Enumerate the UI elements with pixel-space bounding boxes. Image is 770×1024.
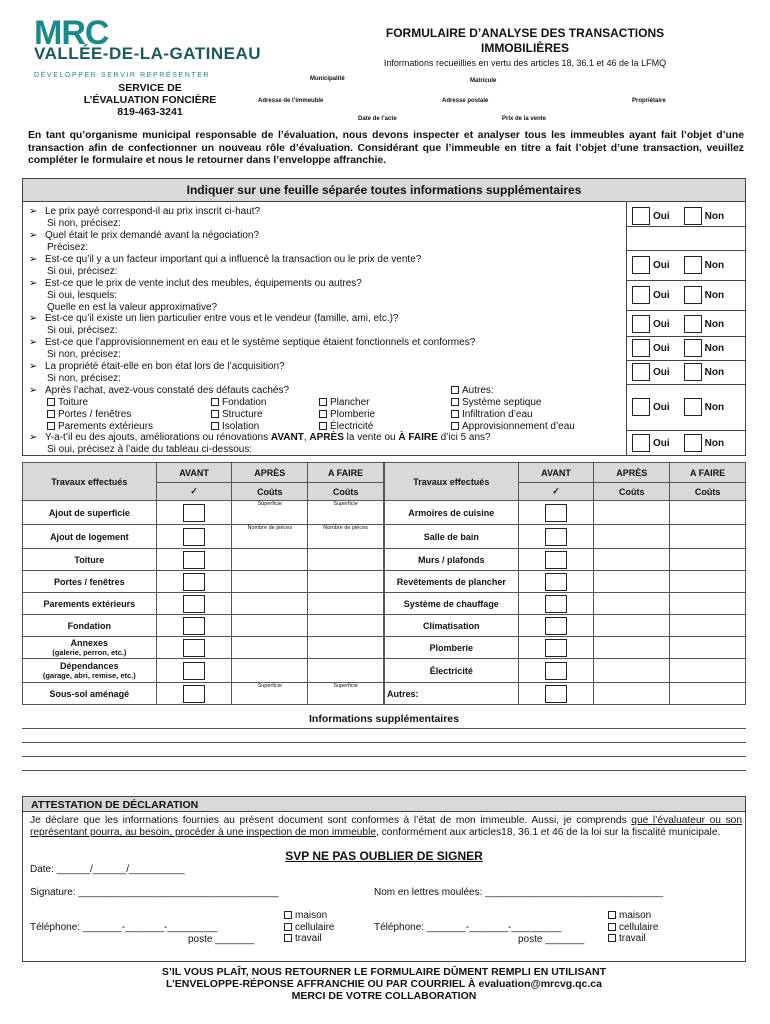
field-adresse-postale[interactable]: Adresse postale [442, 98, 489, 104]
row-label: Fondation [23, 615, 157, 637]
date-field[interactable]: Date: ______/______/__________ [30, 864, 185, 875]
answer-q7[interactable]: Oui Non [632, 363, 738, 381]
row-label: Plomberie [385, 637, 519, 659]
row-label: Climatisation [385, 615, 519, 637]
question-9: ➢ Y-a-t’il eu des ajouts, améliorations ou rénovations AVANT, APRÈS la vente ou À FAIRE d’ici 5 ans? Si oui, précisez à l’aide du tableau ci-dessous: [29, 432, 641, 456]
non-checkbox[interactable] [684, 286, 702, 304]
question-8 [29, 385, 641, 397]
avant-cell[interactable] [518, 571, 594, 593]
attestation-title: ATTESTATION DE DÉCLARATION [22, 796, 746, 812]
checkbox-icon[interactable] [47, 422, 55, 430]
checkbox-icon[interactable] [183, 639, 205, 657]
row-label: Annexes (galerie, perron, etc.) [23, 637, 157, 659]
defect-portes[interactable]: Portes / fenêtres [47, 409, 131, 420]
col-apres: APRÈS [232, 463, 308, 483]
logo-mrc: MRC [34, 14, 109, 52]
q2-text: Quel était le prix demandé avant la négociation? [45, 230, 260, 241]
extra-info-label: Informations supplémentaires [309, 713, 459, 725]
afaire-cell[interactable] [670, 637, 746, 659]
col-afaire: A FAIRE [308, 463, 384, 483]
couts-label: Coûts [670, 483, 746, 501]
avant-cell[interactable] [518, 683, 594, 705]
checkbox-icon[interactable] [284, 923, 292, 931]
q1-detail: Si non, précisez: [47, 217, 121, 229]
checkbox-icon[interactable] [211, 422, 219, 430]
checkbox-icon[interactable] [319, 398, 327, 406]
form-title-line1: FORMULAIRE D’ANALYSE DES TRANSACTIONS [385, 26, 665, 40]
question-2 [29, 230, 259, 254]
field-adresse-immeuble[interactable]: Adresse de l’immeuble [258, 98, 324, 104]
checkbox-icon[interactable] [451, 410, 459, 418]
apres-cell[interactable] [594, 593, 670, 615]
avant-cell[interactable] [518, 525, 594, 549]
phone-field-left[interactable]: Téléphone: _______-_______-_________ [30, 922, 218, 933]
q6-text: Est-ce que l’approvisionnement en eau et le système septique étaient fonctionnels et conformes? [45, 337, 476, 348]
checkbox-icon[interactable] [451, 398, 459, 406]
arrow-icon: ➢ [29, 385, 38, 396]
col-afaire: A FAIRE [670, 463, 746, 483]
checkbox-icon[interactable] [451, 386, 459, 394]
sign-reminder: SVP NE PAS OUBLIER DE SIGNER [285, 849, 483, 863]
row-label: Dépendances (garage, abri, remise, etc.) [23, 659, 157, 683]
afaire-cell[interactable] [670, 501, 746, 525]
afaire-cell[interactable] [670, 659, 746, 683]
apres-cell[interactable] [594, 683, 670, 705]
afaire-cell[interactable] [308, 637, 384, 659]
avant-cell[interactable] [518, 615, 594, 637]
apres-cell[interactable] [232, 637, 308, 659]
defect-plancher[interactable]: Plancher [319, 397, 369, 408]
q3-detail: Si oui, précisez: [47, 265, 118, 277]
checkbox-icon[interactable] [545, 662, 567, 680]
defect-toiture[interactable]: Toiture [47, 397, 88, 408]
checkbox-icon[interactable] [211, 410, 219, 418]
field-date-acte[interactable]: Date de l’acte [358, 116, 397, 122]
defect-isolation[interactable]: Isolation [211, 421, 259, 432]
apres-cell[interactable] [594, 525, 670, 549]
question-7 [29, 361, 285, 385]
row-divider [626, 336, 746, 337]
col-travaux: Travaux effectués [23, 463, 157, 501]
arrow-icon: ➢ [29, 361, 38, 372]
defect-septique[interactable]: Système septique [451, 397, 542, 408]
check-mark: ✓ [156, 483, 232, 501]
arrow-icon: ➢ [29, 230, 38, 241]
checkbox-icon[interactable] [545, 617, 567, 635]
question-1 [29, 206, 260, 230]
checkbox-icon[interactable] [183, 595, 205, 613]
defect-electricite[interactable]: Électricité [319, 421, 373, 432]
avant-cell[interactable] [156, 525, 232, 549]
row-label: Sous-sol aménagé [23, 683, 157, 705]
row-divider [626, 430, 746, 431]
question-4 [29, 278, 362, 313]
checkbox-icon[interactable] [545, 528, 567, 546]
arrow-icon: ➢ [29, 278, 38, 289]
afaire-cell[interactable]: Superficie [308, 501, 384, 525]
write-line[interactable] [22, 728, 746, 729]
row-label: Autres: [385, 683, 519, 705]
row-label: Système de chauffage [385, 593, 519, 615]
avant-cell[interactable] [518, 593, 594, 615]
non-checkbox[interactable] [684, 207, 702, 225]
works-table-left [22, 462, 384, 705]
oui-checkbox[interactable] [632, 256, 650, 274]
write-line[interactable] [22, 770, 746, 771]
defect-autres[interactable]: Autres: [451, 385, 494, 396]
service-block [80, 82, 220, 118]
row-label: Portes / fenêtres [23, 571, 157, 593]
arrow-icon: ➢ [29, 337, 38, 348]
check-mark: ✓ [518, 483, 594, 501]
answer-q3[interactable]: Oui Non [632, 256, 738, 274]
non-checkbox[interactable] [684, 339, 702, 357]
checkbox-icon[interactable] [284, 911, 292, 919]
non-checkbox[interactable] [684, 315, 702, 333]
checkbox-icon[interactable] [451, 422, 459, 430]
works-table-right [384, 462, 746, 705]
apres-cell[interactable]: Superficie [232, 683, 308, 705]
q5-text: Est-ce qu’il existe un lien particulier entre vous et le vendeur (famille, ami, etc.)? [45, 313, 399, 324]
avant-cell[interactable] [156, 637, 232, 659]
write-line[interactable] [22, 742, 746, 743]
oui-checkbox[interactable] [632, 398, 650, 416]
checkbox-icon[interactable] [319, 422, 327, 430]
footer [22, 966, 746, 1002]
afaire-cell[interactable] [670, 571, 746, 593]
row-label: Armoires de cuisine [385, 501, 519, 525]
row-label: Parements extérieurs [23, 593, 157, 615]
col-apres: APRÈS [594, 463, 670, 483]
apres-cell[interactable] [232, 615, 308, 637]
couts-label: Coûts [232, 483, 308, 501]
answer-q4[interactable]: Oui Non [632, 286, 738, 304]
checkbox-icon[interactable] [545, 551, 567, 569]
checkbox-icon[interactable] [545, 573, 567, 591]
logo-tagline: DÉVELOPPER SERVIR REPRÉSENTER [34, 72, 211, 79]
answer-q1[interactable]: Oui Non [632, 207, 738, 225]
apres-cell[interactable] [232, 571, 308, 593]
footer-line2: L’ENVELOPPE-RÉPONSE AFFRANCHIE OU PAR COURRIEL À evaluation@mrcvg.qc.ca [166, 978, 602, 990]
apres-cell[interactable] [594, 615, 670, 637]
answer-q8[interactable]: Oui Non [632, 398, 738, 416]
service-line2: L’ÉVALUATION FONCIÈRE [83, 94, 217, 106]
checkbox-icon[interactable] [608, 934, 616, 942]
checkbox-icon[interactable] [183, 504, 205, 522]
defect-fondation[interactable]: Fondation [211, 397, 266, 408]
avant-cell[interactable] [156, 615, 232, 637]
checkbox-icon[interactable] [545, 685, 567, 703]
write-line[interactable] [22, 756, 746, 757]
q4-text: Est-ce que le prix de vente inclut des meubles, équipements ou autres? [45, 278, 362, 289]
defect-infiltration[interactable]: Infiltration d’eau [451, 409, 533, 420]
footer-line1: S’IL VOUS PLAÎT, NOUS RETOURNER LE FORMULAIRE DÛMENT REMPLI EN UTILISANT [161, 966, 607, 978]
checkbox-icon[interactable] [47, 410, 55, 418]
defect-parements[interactable]: Parements extérieurs [47, 421, 153, 432]
avant-cell[interactable] [156, 549, 232, 571]
poste-field-left[interactable]: poste _______ [188, 934, 255, 945]
oui-checkbox[interactable] [632, 339, 650, 357]
afaire-cell[interactable] [670, 525, 746, 549]
checkbox-icon[interactable] [545, 595, 567, 613]
checkbox-icon[interactable] [183, 551, 205, 569]
arrow-icon: ➢ [29, 432, 38, 443]
row-divider [626, 360, 746, 361]
oui-checkbox[interactable] [632, 363, 650, 381]
footer-line3: MERCI DE VOTRE COLLABORATION [291, 990, 477, 1002]
row-label: Toiture [23, 549, 157, 571]
form-title-line2: IMMOBILIÈRES [480, 41, 569, 55]
afaire-cell[interactable] [308, 659, 384, 683]
field-municipalite[interactable]: Municipalité [310, 76, 345, 82]
extra-info-lines[interactable] [22, 728, 746, 784]
q4-detail-2: Quelle en est la valeur approximative? [47, 301, 218, 313]
oui-checkbox[interactable] [632, 434, 650, 452]
phone-field-right[interactable]: Téléphone: _______-_______-_________ [374, 922, 562, 933]
answer-q6[interactable]: Oui Non [632, 339, 738, 357]
col-avant: AVANT [518, 463, 594, 483]
checkbox-icon[interactable] [183, 662, 205, 680]
apres-cell[interactable] [594, 571, 670, 593]
checkbox-icon[interactable] [545, 504, 567, 522]
form-subtitle: Informations recueillies en vertu des articles 18, 36.1 et 46 de la LFMQ [383, 58, 667, 68]
afaire-cell[interactable]: Superficie [308, 683, 384, 705]
apres-cell[interactable] [232, 549, 308, 571]
couts-label: Coûts [594, 483, 670, 501]
answer-q9[interactable]: Oui Non [632, 434, 738, 452]
apres-cell[interactable] [594, 501, 670, 525]
row-divider [626, 384, 746, 385]
row-divider [626, 250, 746, 251]
checkbox-icon[interactable] [183, 685, 205, 703]
q7-text: La propriété était-elle en bon état lors de l’acquisition? [45, 361, 285, 372]
q4-detail: Si oui, lesquels: [47, 289, 118, 301]
logo-name: VALLÉE-DE-LA-GATINEAU [34, 44, 262, 63]
arrow-icon: ➢ [29, 206, 38, 217]
avant-cell[interactable] [156, 571, 232, 593]
field-proprietaire[interactable]: Propriétaire [632, 98, 666, 104]
avant-cell[interactable] [518, 549, 594, 571]
phone-type-right[interactable]: maison cellulaire travail [608, 910, 658, 945]
phone-type-left[interactable]: maison cellulaire travail [284, 910, 334, 945]
q6-detail: Si non, précisez: [47, 348, 121, 360]
question-6 [29, 337, 475, 361]
q7-detail: Si non, précisez: [47, 372, 121, 384]
apres-cell[interactable] [232, 659, 308, 683]
answer-column-divider [626, 202, 627, 456]
poste-field-right[interactable]: poste _______ [518, 934, 585, 945]
checkbox-icon[interactable] [183, 528, 205, 546]
afaire-cell[interactable] [670, 615, 746, 637]
col-avant: AVANT [156, 463, 232, 483]
apres-cell[interactable] [594, 659, 670, 683]
defect-plomberie[interactable]: Plomberie [319, 409, 375, 420]
q9-detail: Si oui, précisez à l’aide du tableau ci-dessous: [47, 443, 253, 455]
apres-cell[interactable]: Superficie [232, 501, 308, 525]
afaire-cell[interactable] [670, 593, 746, 615]
q1-text: Le prix payé correspond-il au prix inscrit ci-haut? [45, 206, 261, 217]
checkbox-icon[interactable] [545, 639, 567, 657]
apres-cell[interactable] [594, 549, 670, 571]
row-label: Salle de bain [385, 525, 519, 549]
answer-q5[interactable]: Oui Non [632, 315, 738, 333]
checkbox-icon[interactable] [47, 398, 55, 406]
afaire-cell[interactable] [308, 615, 384, 637]
afaire-cell[interactable] [308, 571, 384, 593]
oui-checkbox[interactable] [632, 286, 650, 304]
defect-structure[interactable]: Structure [211, 409, 263, 420]
checkbox-icon[interactable] [319, 410, 327, 418]
arrow-icon: ➢ [29, 254, 38, 265]
checkbox-icon[interactable] [284, 934, 292, 942]
afaire-cell[interactable] [308, 549, 384, 571]
afaire-cell[interactable] [670, 683, 746, 705]
avant-cell[interactable] [518, 659, 594, 683]
form-title [330, 26, 720, 56]
intro-paragraph: En tant qu’organisme municipal responsable de l’évaluation, nous devons inspecter et analyser tous les immeubles ayant fait l’objet d’une transaction afin de confectionner un nouveau rôle d’évaluation. Considérant que l’immeuble en titre a fait l’objet d’une transaction, veuillez compléter le formulaire et nous le retourner dans l’enveloppe affranchie. [28, 130, 744, 166]
afaire-cell[interactable] [308, 593, 384, 615]
q2-detail: Précisez: [47, 241, 89, 253]
avant-cell[interactable] [518, 637, 594, 659]
avant-cell[interactable] [156, 659, 232, 683]
avant-cell[interactable] [156, 501, 232, 525]
apres-cell[interactable]: Nombre de pièces [232, 525, 308, 549]
questions-header: Indiquer sur une feuille séparée toutes informations supplémentaires [22, 178, 746, 202]
avant-cell[interactable] [518, 501, 594, 525]
checkbox-icon[interactable] [211, 398, 219, 406]
avant-cell[interactable] [156, 593, 232, 615]
field-matricule[interactable]: Matricule [470, 78, 497, 84]
checkbox-icon[interactable] [608, 923, 616, 931]
oui-checkbox[interactable] [632, 207, 650, 225]
row-divider [626, 310, 746, 311]
signature-field[interactable]: Signature: ____________________________________ [30, 887, 279, 898]
non-checkbox[interactable] [684, 256, 702, 274]
name-field[interactable]: Nom en lettres moulées: ________________________________ [374, 887, 664, 898]
q8-text: Après l’achat, avez-vous constaté des défauts cachés? [45, 385, 290, 396]
service-phone: 819-463-3241 [117, 106, 183, 118]
row-label: Ajout de superficie [23, 501, 157, 525]
couts-label: Coûts [308, 483, 384, 501]
question-3 [29, 254, 421, 278]
row-label: Revêtements de plancher [385, 571, 519, 593]
checkbox-icon[interactable] [183, 573, 205, 591]
field-prix-vente[interactable]: Prix de la vente [502, 116, 547, 122]
row-divider [626, 226, 746, 227]
row-label: Murs / plafonds [385, 549, 519, 571]
service-line1: SERVICE DE [118, 82, 182, 94]
arrow-icon: ➢ [29, 313, 38, 324]
q5-detail: Si oui, précisez: [47, 324, 118, 336]
apres-cell[interactable] [594, 637, 670, 659]
oui-checkbox[interactable] [632, 315, 650, 333]
row-divider [626, 280, 746, 281]
attestation-text: Je déclare que les informations fournies au présent document sont conformes à l’état de mon immeuble. Aussi, je comprends que l’évaluateur ou son représentant pourra, au besoin, procéder à une inspection de mon immeuble, conformément aux articles18, 36.1 et 46 de la loi sur la fiscalité municipale. [30, 815, 742, 838]
apres-cell[interactable] [232, 593, 308, 615]
checkbox-icon[interactable] [608, 911, 616, 919]
non-checkbox[interactable] [684, 363, 702, 381]
non-checkbox[interactable] [684, 434, 702, 452]
q3-text: Est-ce qu’il y a un facteur important qui a influencé la transaction ou le prix de vente? [45, 254, 422, 265]
row-label: Électricité [385, 659, 519, 683]
avant-cell[interactable] [156, 683, 232, 705]
afaire-cell[interactable]: Nombre de pièces [308, 525, 384, 549]
checkbox-icon[interactable] [183, 617, 205, 635]
defect-approvisionnement[interactable]: Approvisionnement d’eau [451, 421, 575, 432]
row-label: Ajout de logement [23, 525, 157, 549]
question-5 [29, 313, 399, 337]
afaire-cell[interactable] [670, 549, 746, 571]
col-travaux: Travaux effectués [385, 463, 519, 501]
non-checkbox[interactable] [684, 398, 702, 416]
